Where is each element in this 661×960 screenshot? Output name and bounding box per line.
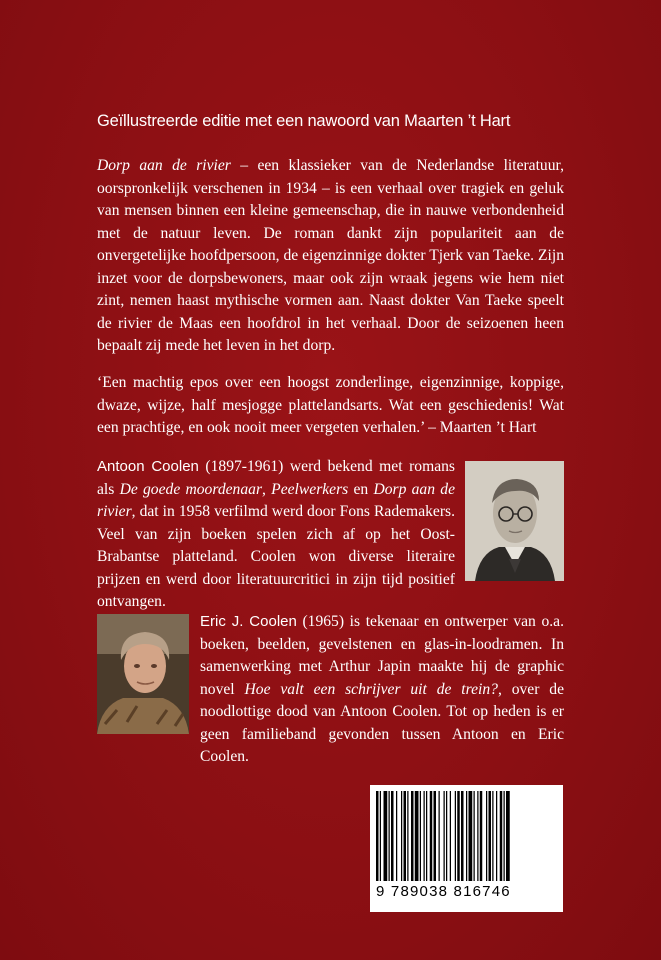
antoon-coolen-photo (465, 461, 564, 581)
barcode-bar (500, 791, 503, 881)
barcode-bar (446, 791, 447, 881)
barcode-bar (420, 791, 421, 881)
eric-text-1: (1965) is tekenaar en ontwerper van o.a. boeken, beelden, gevelstenen en glas-in-loodramen. In samenwerking met Arthur Japin maakte hij de graphic novel (200, 613, 565, 698)
barcode-bar (376, 791, 379, 881)
barcode-bar (506, 791, 510, 881)
isbn-number: 9 789038 816746 (376, 883, 511, 900)
antoon-text-4: , dat in 1958 verfilmd werd door Fons Rademakers. Veel van zijn boeken spelen zich af op het Oost-Brabantse platteland. Coolen won diverse literaire prijzen en werd door literatuurcritici in zijn tijd positief ontvangen. (97, 503, 455, 610)
antoon-book-2: Peelwerkers (271, 480, 349, 498)
barcode-bar (504, 791, 505, 881)
barcode-bar (430, 791, 433, 881)
eric-text-2: , over de noodlottige dood van Antoon Coolen. Tot op heden is er geen familieband gevonden tussen Antoon en Eric Coolen. (200, 680, 564, 765)
barcode-bar (469, 791, 473, 881)
eric-name: Eric J. Coolen (200, 613, 297, 630)
barcode-bar (404, 791, 407, 881)
barcode-bar (486, 791, 487, 881)
quote: ‘Een machtig epos over een hoogst zonderlinge, eigenzinnige, koppige, dwaze, wijze, half mesjogge plattelandsarts. Wat een geschiedenis! Wat een prachtige, en ook nooit meer vergeten verhalen.’ – Maarten ’t Hart (97, 374, 564, 436)
barcode-bar (389, 791, 390, 881)
book-title: Dorp aan de rivier (97, 157, 231, 174)
barcode-bar (474, 791, 475, 881)
barcode-bar (384, 791, 388, 881)
barcode-bar (444, 791, 445, 881)
barcode-bar (415, 791, 419, 881)
antoon-book-1: De goede moordenaar (119, 480, 263, 498)
barcode-bar (380, 791, 381, 881)
antoon-name: Antoon Coolen (97, 458, 199, 475)
description-text: – een klassieker van de Nederlandse literatuur, oorspronkelijk verschenen in 1934 – is een verhaal over tragiek en geluk van mensen binnen een kleine gemeenschap, die in nauwe verbondenheid met de natuur leven. De roman dankt zijn populariteit aan de onvergetelijke hoofdpersoon, de eigenzinnige dokter Tjerk van Taeke. Zijn inzet voor de dorpsbewoners, maar ook zijn wraak jegens wie hem niet zint, nemen haast mythische vormen aan. Naast dokter Van Taeke speelt de rivier de Maas een hoofdrol in het verhaal. Door de seizoenen heen bepaalt zij mede het leven in het dorp. (97, 157, 564, 354)
barcode-bar (489, 791, 492, 881)
description (97, 155, 564, 358)
antoon-text-2: , (262, 480, 272, 498)
barcode-bar (496, 791, 497, 881)
barcode-bar (396, 791, 397, 881)
barcode-bar (434, 791, 437, 881)
barcode-bar (455, 791, 456, 881)
barcode-bar (450, 791, 451, 881)
eric-bio (200, 611, 564, 769)
barcode-bar (461, 791, 464, 881)
antoon-bio (97, 456, 455, 614)
barcode-bar (411, 791, 414, 881)
barcode-bar (391, 791, 394, 881)
barcode-bar (457, 791, 460, 881)
barcode-bar (480, 791, 483, 881)
subtitle: Geïllustreerde editie met een nawoord van Maarten ’t Hart (97, 112, 511, 130)
barcode-bar (401, 791, 402, 881)
barcode-bar (439, 791, 440, 881)
eric-book: Hoe valt een schrijver uit de trein? (244, 680, 498, 698)
barcode-bar (407, 791, 408, 881)
eric-coolen-photo (97, 614, 189, 734)
antoon-text-3: en (348, 480, 374, 498)
barcode-bar (426, 791, 427, 881)
barcode-bar (492, 791, 493, 881)
barcode-bar (424, 791, 425, 881)
barcode-bar (466, 791, 467, 881)
antoon-text-1: (1897-1961) werd bekend met romans als (97, 458, 456, 498)
antoon-book-3: Dorp aan de rivier (97, 480, 455, 520)
barcode-bar (477, 791, 478, 881)
